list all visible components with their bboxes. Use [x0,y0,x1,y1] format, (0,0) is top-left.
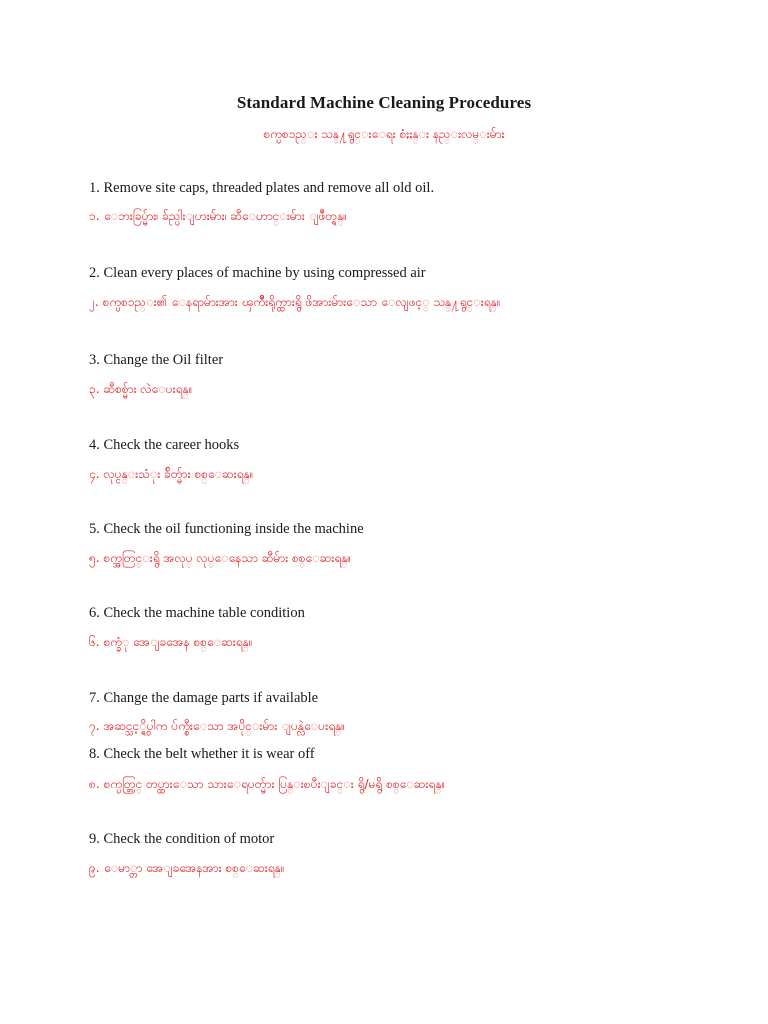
document-subtitle-myanmar: စက္ပစၥည္း သန္႔ရွင္းေရး စံႏႈန္း နည္းလမ္းမ်ား [263,127,505,141]
document-title: Standard Machine Cleaning Procedures [236,93,532,112]
step-9-myanmar: ၉. ေမာ္တာ အေျခအေနအား စစ္ေဆးရန္။ [89,861,285,875]
step-7-myanmar: ၇. အဆင္သင့္ရွိပါက ပ်က္စီးေသာ အပိုင္းမ်ား ျပန္လဲေပးရန္။ [89,719,345,733]
step-8-english: 8. Check the belt whether it is wear off [89,746,315,762]
step-7-english: 7. Change the damage parts if available [89,690,319,706]
step-3-myanmar: ၃. ဆီစစ္မ်ား လဲေပးရန္။ [89,382,193,396]
step-6-english: 6. Check the machine table condition [89,605,305,621]
step-6-myanmar: ၆. စက္ခံု အေျခအေန စစ္ေဆးရန္။ [89,635,253,649]
step-2-myanmar: ၂. စက္ပစၥည္း၏ ေနရာမ်ားအား ၾကိဳးရိုက္ထားရွိ ဖိအားမ်ားေသာ ေလျဖင့္ သန္႔ရွင္းရန္။ [89,295,501,309]
step-9-english: 9. Check the condition of motor [89,831,275,847]
step-1-english: 1. Remove site caps, threaded plates and remove all old oil. [89,180,435,196]
step-5-myanmar: ၅. စက္အတြင္းရွိ အလုပ္ လုပ္ေနေသာ ဆီမ်ား စစ္ေဆးရန္။ [89,551,352,565]
step-5-english: 5. Check the oil functioning inside the machine [89,521,364,537]
step-4-myanmar: ၄. လုပ္ငန္းသံုး ခ်ိတ္မ်ား စစ္ေဆးရန္။ [89,467,254,481]
step-1-myanmar: ၁. ေဘးခြပ္မ်ား၊ ခ်ည္ပါးျပားမ်ား၊ ဆီေဟာင္းမ်ား ျဖဳတ္ရန္။ [89,209,347,223]
step-4-english: 4. Check the career hooks [89,437,240,453]
step-2-english: 2. Clean every places of machine by using compressed air [89,265,426,281]
step-3-english: 3. Change the Oil filter [89,352,224,368]
step-8-myanmar: ၈. စက္ပတ္တြင္ တပ္ထားေသာ သားေရပတ္မ်ား ပြန္းၿပီးျခင္း ရွိ/မရွိ စစ္ေဆးရန္။ [89,777,446,791]
